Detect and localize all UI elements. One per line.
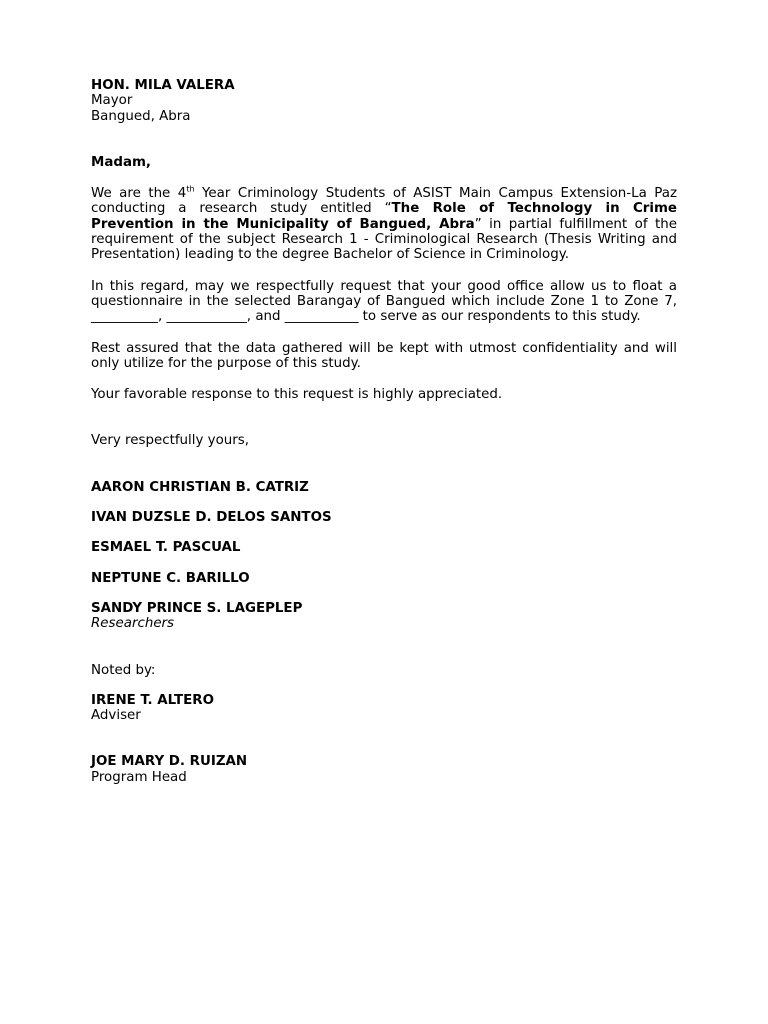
recipient-name: HON. MILA VALERA: [91, 78, 235, 93]
recipient-address: Bangued, Abra: [91, 108, 191, 124]
researcher-name: SANDY PRINCE S. LAGEPLEP: [91, 600, 303, 616]
paragraph-intro: [91, 186, 677, 262]
salutation: Madam,: [91, 154, 152, 170]
adviser-name: IRENE T. ALTERO: [91, 692, 214, 708]
recipient-block: [91, 78, 677, 124]
ordinal-suffix: th: [186, 184, 195, 194]
researchers-role: Researchers: [91, 616, 175, 632]
study-title: The Role of Technology in Crime Prevention in the Municipality of Bangued, Abra: [91, 201, 677, 232]
program-head-role: Program Head: [91, 769, 187, 785]
recipient-title: Mayor: [91, 93, 133, 109]
researcher-name: AARON CHRISTIAN B. CATRIZ: [91, 479, 309, 495]
paragraph-intro-middle: Year Criminology Students of ASIST Main Campus Extension-La Paz conducting a research study entitled “: [91, 186, 677, 217]
paragraph-confidentiality: Rest assured that the data gathered will be kept with utmost confidentiality and will only utilize for the purpose of this study.: [91, 340, 677, 371]
researcher-name: NEPTUNE C. BARILLO: [91, 570, 250, 586]
letter-body: [91, 78, 677, 785]
closing: Very respectfully yours,: [91, 433, 249, 449]
researcher-name: ESMAEL T. PASCUAL: [91, 540, 241, 556]
adviser-role: Adviser: [91, 708, 141, 724]
paragraph-intro-end: ” in partial fulfillment of the requirement of the subject Research 1 - Criminological Research (Thesis Writing and Presentation) leading to the degree Bachelor of Science in Criminology.: [91, 216, 678, 263]
noted-by-label: Noted by:: [91, 662, 156, 678]
paragraph-appreciation: Your favorable response to this request is highly appreciated.: [91, 387, 503, 403]
program-head-name: JOE MARY D. RUIZAN: [91, 754, 248, 770]
paragraph-request: In this regard, may we respectfully request that your good office allow us to float a questionnaire in the selected Barangay of Bangued which include Zone 1 to Zone 7, __________, ____________, and ___________ to serve as our respondents to this study.: [91, 278, 677, 325]
researcher-name: IVAN DUZSLE D. DELOS SANTOS: [91, 510, 332, 526]
paragraph-intro-start: We are the 4: [91, 186, 187, 202]
